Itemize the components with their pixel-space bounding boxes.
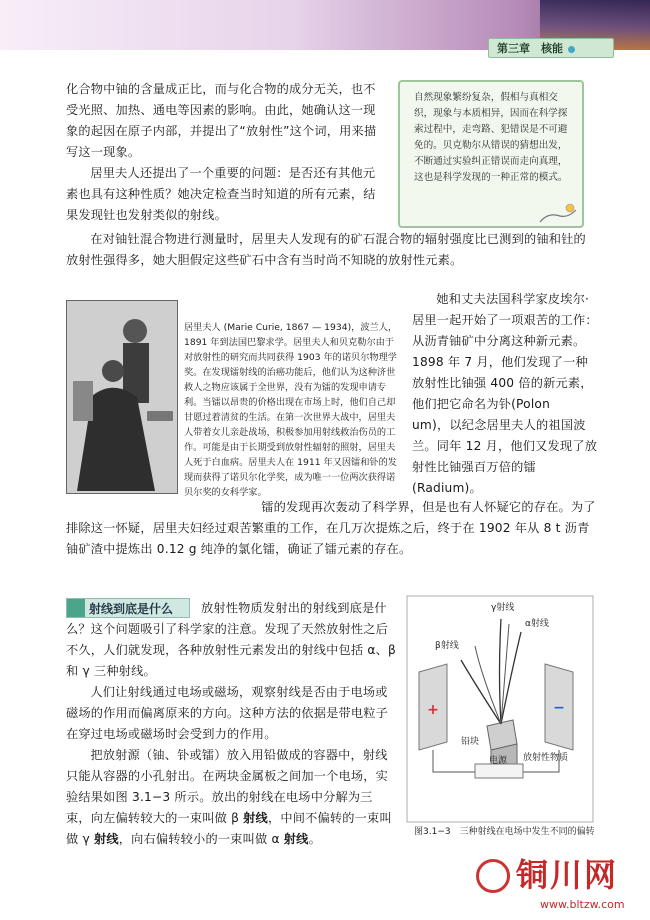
section-heading xyxy=(66,598,190,618)
paragraph-5 xyxy=(66,497,596,560)
lead-label: 铅块 xyxy=(461,737,480,747)
gamma-term: 射线 xyxy=(93,832,119,846)
paragraph-6-text: 放射性物质发射出的射线到底是什么？这个问题吸引了科学家的注意。发现了天然放射性之后不久，人们就发现，各种放射性元素发出的射线中包括 α、β 和 γ 三种射线。 xyxy=(66,601,396,678)
power-label: 电源 xyxy=(489,756,508,766)
beta-label: β射线 xyxy=(435,641,459,651)
power-box xyxy=(475,764,523,778)
section-heading-bar xyxy=(67,599,85,617)
paragraph-8-part-a: 把放射源（铀、钋或镭）放入用铅做成的容器中，射线只能从容器的小孔射出。在两块金属板之间加一个电场，实验结果如图 3.1−3 所示。放出的射线在电场中分解为三束，向左偏转较大的一束叫做 β xyxy=(66,748,389,825)
paragraph-1-text: 化合物中铀的含量成正比，而与化合物的成分无关，也不受光照、加热、通电等因素的影响。由此，她确认这一现象的起因在原子内部，并提出了“放射性”这个词，用来描写这一现象。 xyxy=(66,82,377,159)
wire-left xyxy=(433,750,475,772)
paragraph-4 xyxy=(412,289,598,499)
photo-caption: 居里夫人 (Marie Curie, 1867 — 1934)，波兰人，1891 年到法国巴黎求学。居里夫人和贝克勒尔由于对放射性的研究而共同获得 1903 年的诺贝尔物理学奖。在发现镭射线的治癌功能后，他们认为这种济世救人之物应该属于全世界，没有为镭的发现申请专利。当镭以昂贵的价格出现在市场上时，他们自己却甘愿过着清贫的生活。在第一次世界大战中，居里夫人带着女儿亲赴战场，积极参加用射线救治伤员的工作。可能是由于长期受到放射性辐射的照射，居里夫人死于白血病。居里夫人在 1911 年又因镭和钋的发现而获得了诺贝尔化学奖，成为唯一一位两次获得诺贝尔奖的女科学家。 xyxy=(184,322,398,498)
minus-sign: − xyxy=(553,700,565,716)
section-heading-text: 射线到底是什么 xyxy=(89,602,174,616)
source-label: 放射性物质 xyxy=(523,753,569,763)
paragraph-3 xyxy=(66,229,596,271)
chapter-tab xyxy=(488,38,614,58)
figure-caption: 图3.1−3 三种射线在电场中发生不同的偏转 xyxy=(414,827,595,837)
quill-icon xyxy=(538,202,578,226)
beta-term: 射线 xyxy=(243,811,268,825)
paragraph-1 xyxy=(66,79,386,163)
section-body xyxy=(66,598,396,850)
watermark-url: www.bltzw.com xyxy=(540,898,625,911)
paragraph-7-text: 人们让射线通过电场或磁场，观察射线是否由于电场或磁场的作用而偏离原来的方向。这种方法的依据是带电粒子在穿过电场或磁场时会受到力的作用。 xyxy=(66,685,389,741)
paragraph-8-part-c: ，中间不偏转的一束叫做 γ xyxy=(66,811,392,846)
alpha-term: 射线 xyxy=(283,832,309,846)
paragraph-8-part-e: ，向右偏转较小的一束叫做 α xyxy=(118,832,284,846)
paragraph-4-text: 她和丈夫法国科学家皮埃尔·居里一起开始了一项艰苦的工作：从沥青铀矿中分离这种新元素。1898 年 7 月，他们发现了一种放射性比铀强 400 倍的新元素，他们把它命名为钋(Polon um)，以纪念居里夫人的祖国波兰。同年 12 月，他们又发现了放射性比铀强百万倍的镭(Radium)。 xyxy=(412,292,598,495)
beta-ray-2 xyxy=(475,646,501,724)
paragraph-2-text: 居里夫人还提出了一个重要的问题：是否还有其他元素也具有这种性质？她决定检查当时知道的所有元素，结果发现钍也发射类似的射线。 xyxy=(66,166,376,222)
gamma-ray xyxy=(500,619,502,724)
alpha-ray-2 xyxy=(501,624,509,724)
alpha-label: α射线 xyxy=(525,619,549,629)
gamma-label: γ射线 xyxy=(491,603,515,613)
plus-sign: + xyxy=(427,702,439,718)
chapter-dot-icon xyxy=(568,46,575,53)
paragraph-8 xyxy=(66,745,396,850)
curie-photo xyxy=(66,300,178,494)
paragraph-8-end: 。 xyxy=(308,832,321,846)
curie-photo-illustration xyxy=(67,301,177,493)
side-note-text: 自然现象繁纷复杂，假相与真相交织，现象与本质相异，因而在科学探索过程中，走弯路、犯错误是不可避免的。贝克勒尔从错误的猜想出发，不断通过实验纠正错误而走向真理，这也是科学发现的一种正常的模式。 xyxy=(414,92,568,183)
paragraph-5-text: 镭的发现再次轰动了科学界，但是也有人怀疑它的存在。为了排除这一怀疑，居里夫妇经过艰苦繁重的工作，在几万次提炼之后，终于在 1902 年从 8 t 沥青铀矿渣中提炼出 0.12 g 纯净的氯化镭，确证了镭元素的存在。 xyxy=(66,500,596,556)
paragraph-2 xyxy=(66,163,386,226)
alpha-ray xyxy=(501,632,521,724)
ray-deflection-figure xyxy=(405,594,595,824)
watermark-logo-icon xyxy=(476,859,510,893)
chapter-label: 第三章 核能 xyxy=(497,42,563,55)
watermark-text: 铜川网 xyxy=(516,856,619,894)
paragraph-3-text: 在对铀钍混合物进行测量时，居里夫人发现有的矿石混合物的辐射强度比已测到的铀和钍的放射性强得多，她大胆假定这些矿石中含有当时尚不知晓的放射性元素。 xyxy=(66,232,586,267)
